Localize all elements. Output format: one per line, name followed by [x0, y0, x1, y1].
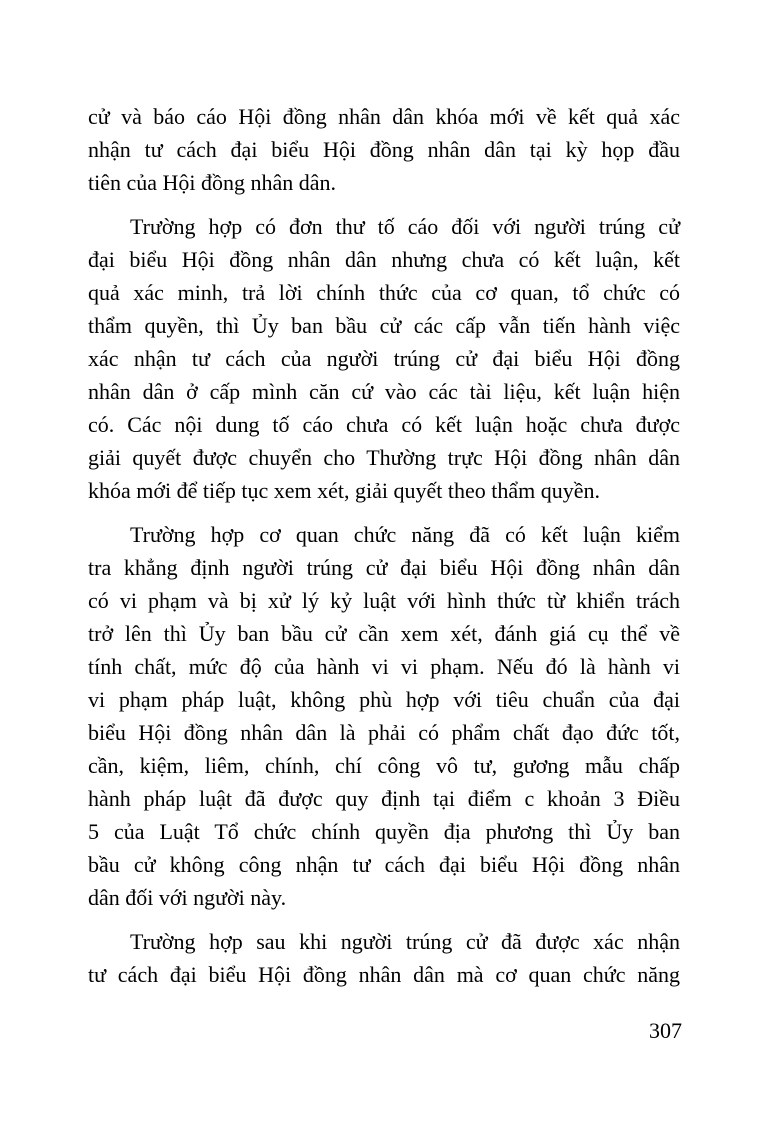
text-line: Trường hợp sau khi người trúng cử đã được xác nhận — [130, 929, 680, 954]
paragraph — [88, 100, 680, 199]
paragraph — [88, 518, 680, 914]
text-line: Trường hợp có đơn thư tố cáo đối với người trúng cử — [130, 214, 680, 239]
text-block — [88, 100, 680, 991]
text-line: tính chất, mức độ của hành vi vi phạm. Nếu đó là hành vi — [88, 654, 680, 679]
text-line: xác nhận tư cách của người trúng cử đại biểu Hội đồng — [88, 346, 680, 371]
text-line: thẩm quyền, thì Ủy ban bầu cử các cấp vẫn tiến hành việc — [88, 313, 680, 338]
text-line: Trường hợp cơ quan chức năng đã có kết luận kiểm — [130, 522, 680, 547]
text-line: cần, kiệm, liêm, chính, chí công vô tư, gương mẫu chấp — [88, 753, 680, 778]
text-line: nhân dân ở cấp mình căn cứ vào các tài liệu, kết luận hiện — [88, 379, 680, 404]
text-line: hành pháp luật đã được quy định tại điểm c khoản 3 Điều — [88, 786, 680, 811]
text-line: trở lên thì Ủy ban bầu cử cần xem xét, đánh giá cụ thể về — [88, 621, 680, 646]
text-line: biểu Hội đồng nhân dân là phải có phẩm chất đạo đức tốt, — [88, 720, 680, 745]
text-line: đại biểu Hội đồng nhân dân nhưng chưa có kết luận, kết — [88, 247, 680, 272]
text-line: 5 của Luật Tổ chức chính quyền địa phương thì Ủy ban — [88, 819, 680, 844]
text-line: khóa mới để tiếp tục xem xét, giải quyết theo thẩm quyền. — [88, 478, 601, 503]
text-line: tư cách đại biểu Hội đồng nhân dân mà cơ quan chức năng — [88, 962, 680, 987]
text-line: tiên của Hội đồng nhân dân. — [88, 170, 337, 195]
paragraph — [88, 925, 680, 991]
text-line: nhận tư cách đại biểu Hội đồng nhân dân tại kỳ họp đầu — [88, 137, 680, 162]
paragraph — [88, 210, 680, 507]
text-line: dân đối với người này. — [88, 885, 287, 910]
page-number: 307 — [649, 1018, 682, 1043]
text-line: tra khẳng định người trúng cử đại biểu Hội đồng nhân dân — [88, 555, 680, 580]
text-line: bầu cử không công nhận tư cách đại biểu Hội đồng nhân — [88, 852, 680, 877]
text-line: vi phạm pháp luật, không phù hợp với tiêu chuẩn của đại — [88, 687, 680, 712]
text-line: cử và báo cáo Hội đồng nhân dân khóa mới về kết quả xác — [88, 104, 680, 129]
text-line: giải quyết được chuyển cho Thường trực Hội đồng nhân dân — [88, 445, 680, 470]
text-line: có vi phạm và bị xử lý kỷ luật với hình thức từ khiển trách — [88, 588, 680, 613]
text-line: có. Các nội dung tố cáo chưa có kết luận hoặc chưa được — [88, 412, 680, 437]
text-line: quả xác minh, trả lời chính thức của cơ quan, tổ chức có — [88, 280, 680, 305]
